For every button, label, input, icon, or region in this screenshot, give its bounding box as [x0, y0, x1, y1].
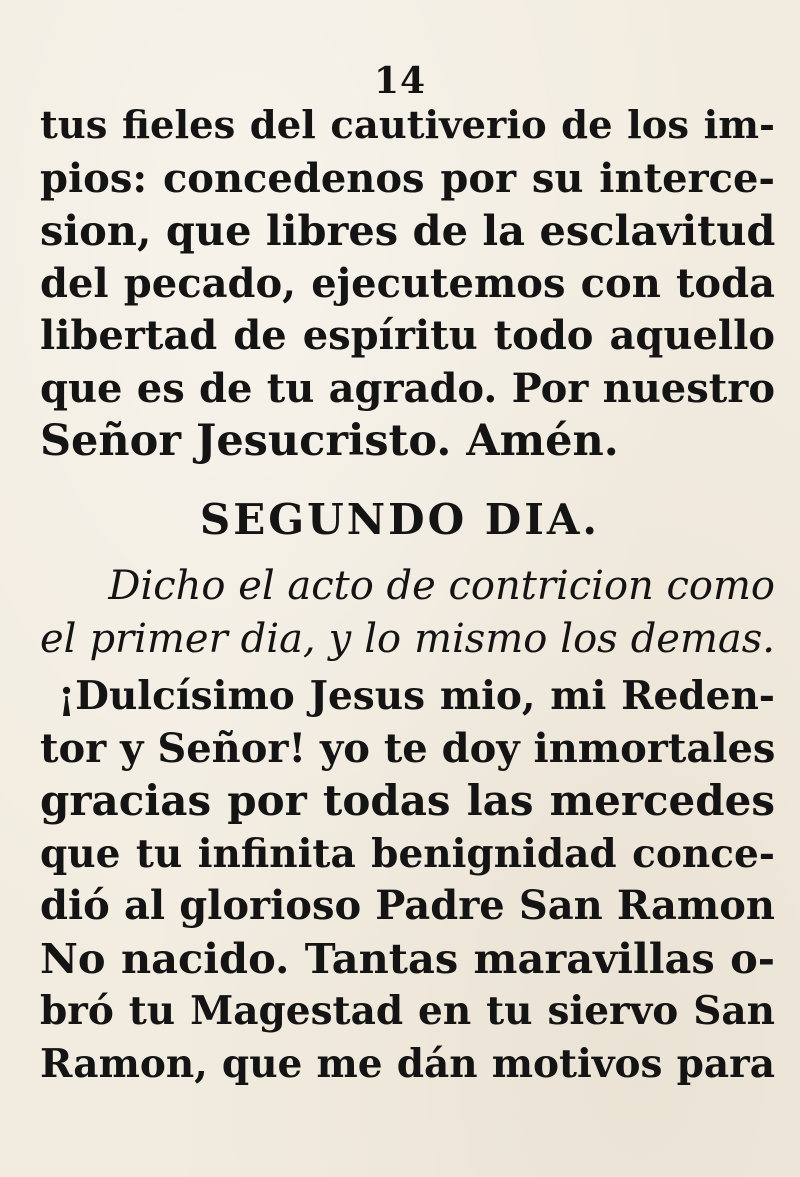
text-line: tus fieles del cautiverio de los im-: [40, 103, 775, 148]
page-number: 14: [373, 60, 427, 102]
text-line: que tu infinita benignidad conce-: [40, 830, 775, 877]
section-heading: SEGUNDO DIA.: [199, 495, 601, 544]
text-line: que es de tu agrado. Por nuestro: [40, 364, 775, 412]
text-line: ¡Dulcísimo Jesus mio, mi Reden-: [58, 673, 775, 719]
text-line: pios: concedenos por su interce-: [40, 154, 775, 202]
paragraph-prayer: [40, 670, 775, 1090]
text-line: Señor Jesucristo. Amén.: [40, 416, 619, 466]
text-line: No nacido. Tantas maravillas o-: [40, 933, 775, 983]
paragraph-prayer-end: [40, 100, 775, 468]
text-line: tor y Señor! yo te doy inmortales: [40, 724, 776, 772]
text-line: del pecado, ejecutemos con toda: [40, 259, 775, 307]
text-line: gracias por todas las mercedes: [40, 776, 775, 825]
text-line: Ramon, que me dán motivos para: [40, 1040, 775, 1087]
text-line: libertad de espíritu todo aquello: [40, 312, 775, 359]
text-line: bró tu Magestad en tu siervo San: [40, 988, 775, 1034]
rubric-line: Dicho el acto de contricion como: [108, 563, 775, 609]
text-line: dió al glorioso Padre San Ramon: [40, 882, 775, 929]
rubric-italic: [40, 560, 775, 665]
text-line: sion, que libres de la esclavitud: [40, 206, 776, 255]
rubric-line: el primer dia, y lo mismo los demas.: [40, 615, 775, 662]
